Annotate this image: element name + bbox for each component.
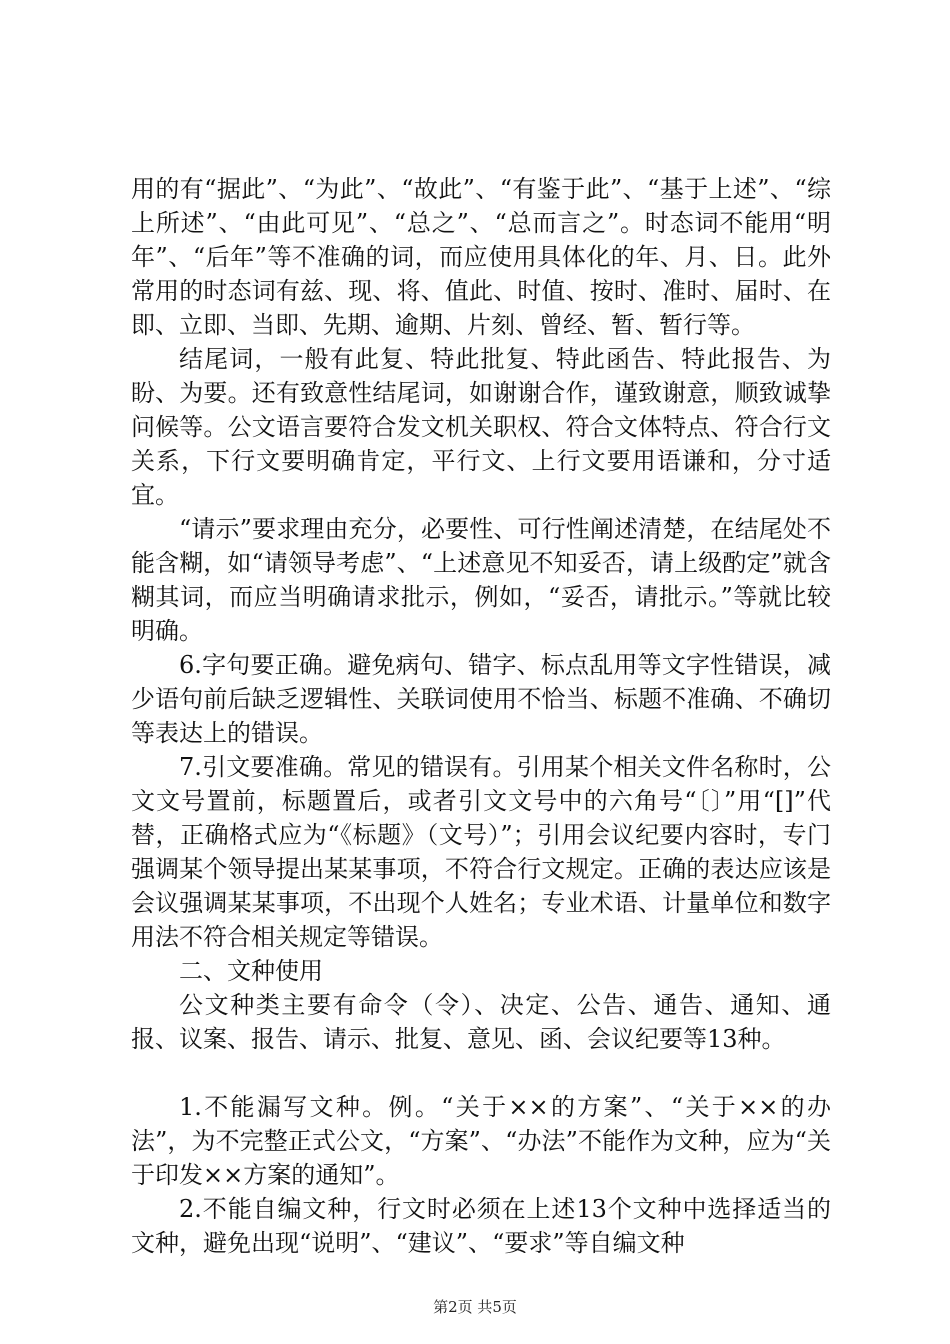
paragraph-spacer [131,1056,831,1090]
paragraph-time-words: 用的有“据此”、“为此”、“故此”、“有鉴于此”、“基于上述”、“综上所述”、“由此可见”、“总之”、“总而言之”。时态词不能用“明年”、“后年”等不准确的词，而应使用具体化的年、月、日。此外常用的时态词有兹、现、将、值此、时值、按时、准时、届时、在即、立即、当即、先期、逾期、片刻、曾经、暂、暂行等。 [131,175,831,339]
paragraph-type-item-1: 1.不能漏写文种。例。“关于××的方案”、“关于××的办法”，为不完整正式公文，“方案”、“办法”不能作为文种，应为“关于印发××方案的通知”。 [131,1093,831,1189]
paragraph-document-types-list: 公文种类主要有命令（令）、决定、公告、通告、通知、通报、议案、报告、请示、批复、意见、函、会议纪要等13种。 [131,991,831,1053]
section-heading-document-types: 二、文种使用 [179,957,323,985]
paragraph-closing-words: 结尾词，一般有此复、特此批复、特此函告、特此报告、为盼、为要。还有致意性结尾词，如谢谢合作，谨致谢意，顺致诚挚问候等。公文语言要符合发文机关职权、符合文体特点、符合行文关系，下行文要明确肯定，平行文、上行文要用语谦和，分寸适宜。 [131,345,831,509]
page-number-footer: 第2页 共5页 [433,1298,517,1316]
paragraph-request-instruction: “请示”要求理由充分，必要性、可行性阐述清楚，在结尾处不能含糊，如“请领导考虑”、“上述意见不知妥否，请上级酌定”就含糊其词，而应当明确请求批示，例如，“妥否，请批示。”等就比较明确。 [131,515,831,645]
paragraph-item-7: 7.引文要准确。常见的错误有。引用某个相关文件名称时，公文文号置前，标题置后，或者引文文号中的六角号“〔〕”用“[]”代替，正确格式应为“《标题》（文号）”；引用会议纪要内容时，专门强调某个领导提出某某事项，不符合行文规定。正确的表达应该是会议强调某某事项，不出现个人姓名；专业术语、计量单位和数字用法不符合相关规定等错误。 [131,753,831,951]
paragraph-item-6: 6.字句要正确。避免病句、错字、标点乱用等文字性错误，减少语句前后缺乏逻辑性、关联词使用不恰当、标题不准确、不确切等表达上的错误。 [131,651,831,747]
document-body [131,172,831,1260]
paragraph-type-item-2: 2.不能自编文种，行文时必须在上述13个文种中选择适当的文种，避免出现“说明”、“建议”、“要求”等自编文种 [131,1195,831,1257]
